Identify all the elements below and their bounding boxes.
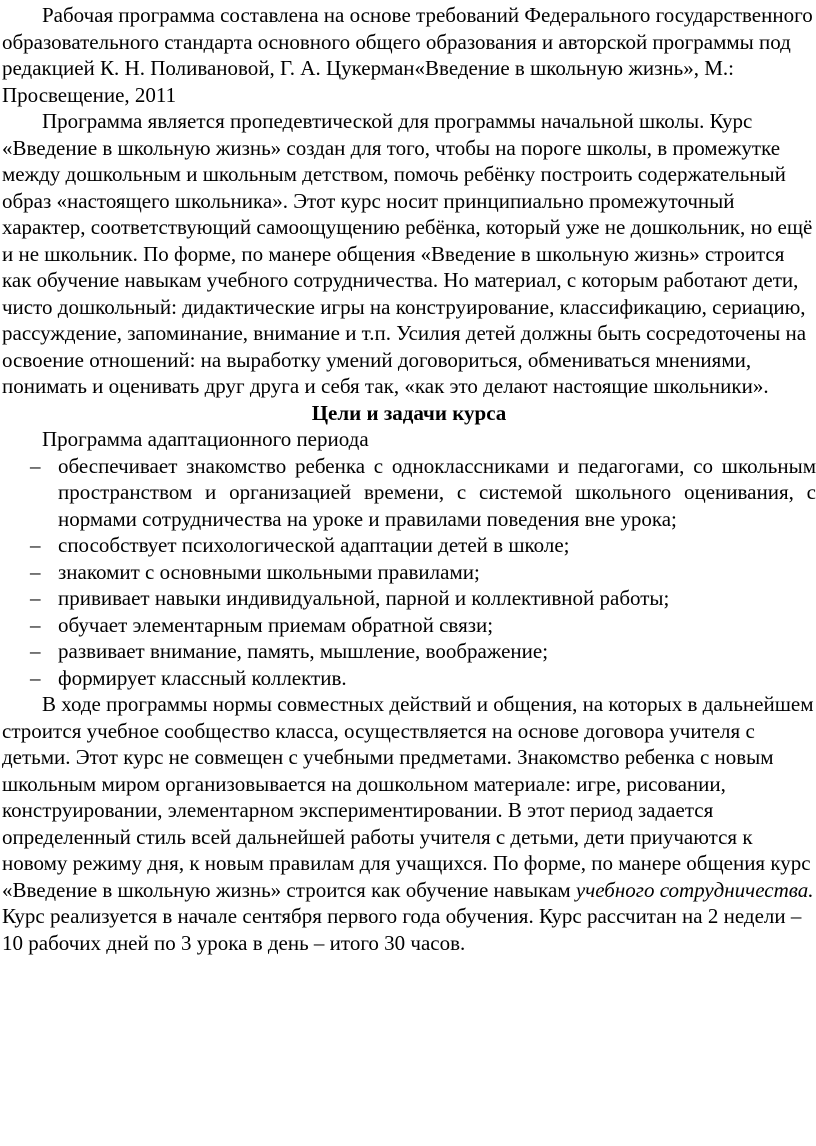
- program-process-emphasis: учебного сотрудничества.: [575, 877, 814, 902]
- program-process-text: В ходе программы нормы совместных действий и общения, на которых в дальнейшем строится учебное сообщество класса, осуществляется на основе договора учителя с детьми. Этот курс не совмещен с учебными предметами. Знакомство ребенка с новым школьным миром организовывается на дошкольном материале: игре, рисовании, конструировании, элементарном экспериментировании. В этот период задается определенный стиль всей дальнейшей работы учителя с детьми, дети приучаются к новому режиму дня, к новым правилам для учащихся. По форме, по манере общения курс «Введение в школьную жизнь» строится как обучение навыкам: [2, 692, 814, 902]
- section-intro: Программа адаптационного периода: [42, 427, 369, 451]
- list-item: – развивает внимание, память, мышление, воображение;: [2, 638, 816, 665]
- program-description-paragraph: Программа является пропедевтической для программы начальной школы. Курс «Введение в школьную жизнь» создан для того, чтобы на пороге школы, в промежутке между дошкольным и школьным детством, помочь ребёнку построить содержательный образ «настоящего школьника». Этот курс носит принципиально промежуточный характер, соответствующий самоощущению ребёнка, который уже не дошкольник, но ещё и не школьник. По форме, по манере общения «Введение в школьную жизнь» строится как обучение навыкам учебного сотрудничества. Но материал, с которым работают дети, чисто дошкольный: дидактические игры на конструирование, классификацию, сериацию, рассуждение, запоминание, внимание и т.п. Усилия детей должны быть сосредоточены на освоение отношений: на выработку умений договориться, обмениваться мнениями, понимать и оценивать друг друга и себя так, «как это делают настоящие школьники».: [2, 109, 813, 398]
- intro-paragraph: Рабочая программа составлена на основе требований Федерального государственного образовательного стандарта основного общего образования и авторской программы под редакцией К. Н. Поливановой, Г. А. Цукерман«Введение в школьную жизнь», М.: Просвещение, 2011: [2, 3, 813, 107]
- program-process-paragraph: [2, 691, 816, 903]
- list-item: – обучает элементарным приемам обратной связи;: [2, 612, 816, 639]
- tasks-list: [2, 453, 816, 692]
- list-item: – прививает навыки индивидуальной, парной и коллективной работы;: [2, 585, 816, 612]
- list-item: – обеспечивает знакомство ребенка с одноклассниками и педагогами, со школьным пространством и организацией времени, с системой школьного оценивания, с нормами сотрудничества на уроке и правилами поведения вне урока;: [2, 453, 816, 533]
- list-item: – формирует классный коллектив.: [2, 665, 816, 692]
- list-item: – знакомит с основными школьными правилами;: [2, 559, 816, 586]
- section-title: Цели и задачи курса: [311, 400, 507, 425]
- list-item: – способствует психологической адаптации детей в школе;: [2, 532, 816, 559]
- course-duration-paragraph: Курс реализуется в начале сентября первого года обучения. Курс рассчитан на 2 недели – 10 рабочих дней по 3 урока в день – итого 30 часов.: [2, 904, 802, 955]
